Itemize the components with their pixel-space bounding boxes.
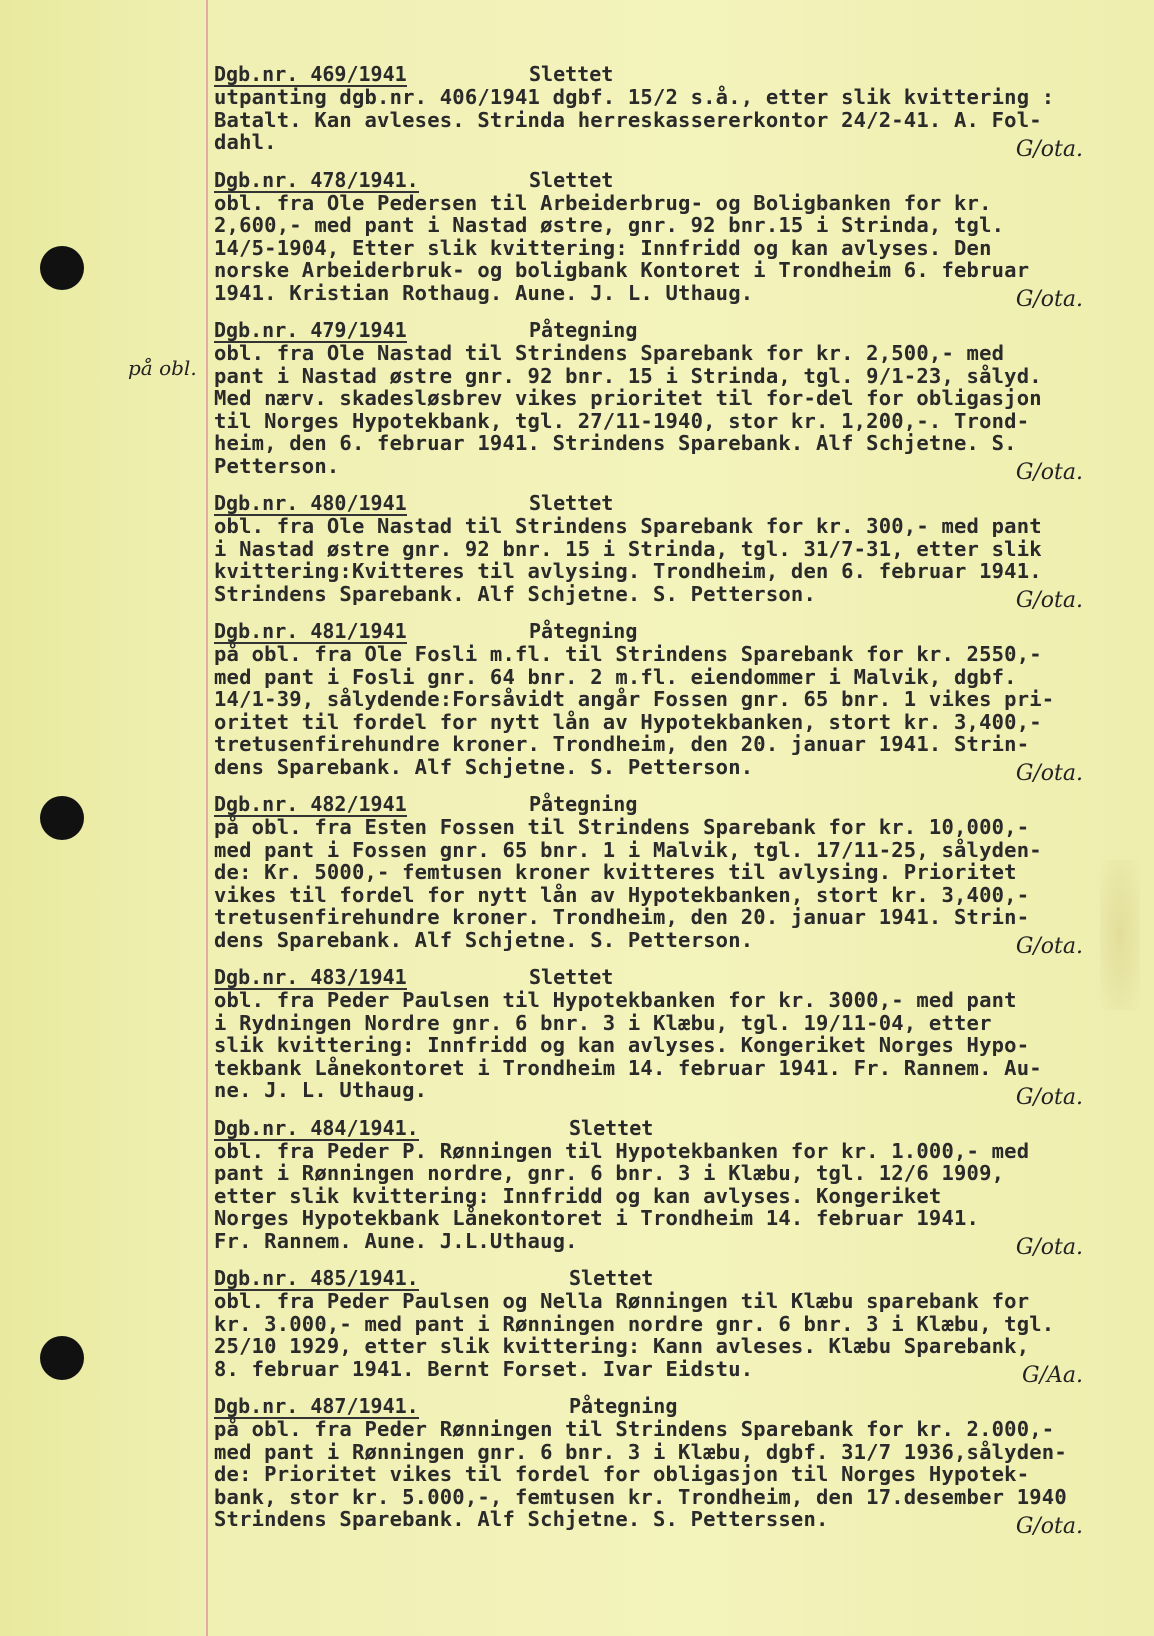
signature: G/ota. xyxy=(1015,460,1083,485)
entry-line: de: Prioritet vikes til fordel for obligasjon til Norges Hypotek- xyxy=(214,1462,1030,1486)
entries-list xyxy=(214,62,1119,1545)
entry-line: Fr. Rannem. Aune. J.L.Uthaug. xyxy=(214,1228,578,1253)
entry-header xyxy=(214,965,1119,989)
entry-line: kr. 3.000,- med pant i Rønningen nordre gnr. 6 bnr. 3 i Klæbu, tgl. xyxy=(214,1311,1055,1336)
margin-rule xyxy=(206,0,208,1636)
signature: G/ota. xyxy=(1015,1513,1083,1539)
ledger-entry xyxy=(214,491,1119,613)
entry-line: kvittering:Kvitteres til avlysing. Trondheim, den 6. februar 1941. xyxy=(214,559,1042,583)
entry-status: Påtegning xyxy=(529,619,638,643)
entry-line: dahl. xyxy=(214,130,277,154)
entry-line: Petterson. xyxy=(214,453,340,478)
entry-header xyxy=(214,491,1119,515)
entry-line: 1941. Kristian Rothaug. Aune. J. L. Uthaug. xyxy=(214,280,754,305)
ledger-entry xyxy=(214,619,1119,786)
entry-status: Slettet xyxy=(529,167,614,192)
entry-line: på obl. fra Ole Fosli m.fl. til Strindens Sparebank for kr. 2550,- xyxy=(214,642,1042,666)
entry-line: Strindens Sparebank. Alf Schjetne. S. Petterson. xyxy=(214,581,817,606)
ledger-entry xyxy=(214,1266,1119,1388)
entry-line: til Norges Hypotekbank, tgl. 27/11-1940, stor kr. 1,200,-. Trond- xyxy=(214,408,1030,433)
entry-line: 25/10 1929, etter slik kvittering: Kann avleses. Klæbu Sparebank, xyxy=(214,1334,1030,1358)
entry-line: obl. fra Peder Paulsen og Nella Rønningen til Klæbu sparebank for xyxy=(214,1289,1030,1313)
signature: G/ota. xyxy=(1015,1235,1083,1260)
entry-number: Dgb.nr. 481/1941 xyxy=(214,619,407,643)
signature: G/ota. xyxy=(1015,934,1083,959)
signature: G/Aa. xyxy=(1022,1363,1083,1388)
entry-number: Dgb.nr. 483/1941 xyxy=(214,965,407,989)
entry-line: etter slik kvittering: Innfridd og kan avlyses. Kongeriket xyxy=(214,1183,942,1208)
entry-line: 14/1-39, sålydende:Forsåvidt angår Fossen gnr. 65 bnr. 1 vikes pri- xyxy=(214,687,1055,711)
entry-line: pant i Nastad østre gnr. 92 bnr. 15 i Strinda, tgl. 9/1-23, sålyd. xyxy=(214,363,1042,388)
entry-header xyxy=(214,792,1119,816)
entry-line: dens Sparebank. Alf Schjetne. S. Petterson. xyxy=(214,754,754,779)
entry-line: oritet til fordel for nytt lån av Hypotekbanken, stort kr. 3,400,- xyxy=(214,709,1042,734)
signature: G/ota. xyxy=(1015,588,1083,613)
entry-line: de: Kr. 5000,- femtusen kroner kvitteres til avlysing. Prioritet xyxy=(214,860,1017,884)
entry-line: med pant i Fosli gnr. 64 bnr. 2 m.fl. eiendommer i Malvik, dgbf. xyxy=(214,664,1017,689)
entry-line: Med nærv. skadesløsbrev vikes prioritet til for-del for obligasjon xyxy=(214,386,1042,410)
signature: G/ota. xyxy=(1015,136,1083,162)
entry-line: på obl. fra Esten Fossen til Strindens Sparebank for kr. 10,000,- xyxy=(214,815,1030,839)
entry-line: dens Sparebank. Alf Schjetne. S. Petterson. xyxy=(214,927,754,952)
entry-line: bank, stor kr. 5.000,-, femtusen kr. Trondheim, den 17.desember 1940 xyxy=(214,1484,1067,1509)
entry-line: heim, den 6. februar 1941. Strindens Sparebank. Alf Schjetne. S. xyxy=(214,431,1017,455)
entry-line: obl. fra Peder Paulsen til Hypotekbanken for kr. 3000,- med pant xyxy=(214,988,1017,1012)
entry-line: Strindens Sparebank. Alf Schjetne. S. Petterssen. xyxy=(214,1507,829,1531)
entry-line: vikes til fordel for nytt lån av Hypotekbanken, stort kr. 3,400,- xyxy=(214,882,1030,907)
entry-line: norske Arbeiderbruk- og boligbank Kontoret i Trondheim 6. februar xyxy=(214,258,1030,282)
entry-status: Slettet xyxy=(529,965,614,989)
entry-status: Påtegning xyxy=(569,1394,678,1418)
entry-status: Slettet xyxy=(529,491,614,515)
signature: G/ota. xyxy=(1015,761,1083,786)
ledger-entry xyxy=(214,62,1119,162)
entry-header xyxy=(214,1266,1119,1290)
entry-status: Slettet xyxy=(569,1115,654,1140)
entry-line: i Nastad østre gnr. 92 bnr. 15 i Strinda, tgl. 31/7-31, etter slik xyxy=(214,536,1042,561)
ledger-entry xyxy=(214,318,1119,485)
entry-status: Påtegning xyxy=(529,792,638,816)
ledger-entry xyxy=(214,965,1119,1110)
punch-hole xyxy=(40,1336,84,1380)
entry-line: tretusenfirehundre kroner. Trondheim, den 20. januar 1941. Strin- xyxy=(214,732,1030,756)
punch-hole xyxy=(40,246,84,290)
entry-number: Dgb.nr. 479/1941 xyxy=(214,318,407,342)
entry-line: obl. fra Ole Nastad til Strindens Sparebank for kr. 2,500,- med xyxy=(214,341,1005,365)
entry-line: 14/5-1904, Etter slik kvittering: Innfridd og kan avlyses. Den xyxy=(214,235,992,260)
entry-status: Slettet xyxy=(529,62,614,86)
entry-line: 8. februar 1941. Bernt Forset. Ivar Eidstu. xyxy=(214,1356,754,1381)
entry-number: Dgb.nr. 478/1941. xyxy=(214,167,419,192)
entry-line: Batalt. Kan avleses. Strinda herreskassererkontor 24/2-41. A. Fol- xyxy=(214,107,1042,132)
entry-line: med pant i Rønningen gnr. 6 bnr. 3 i Klæbu, dgbf. 31/7 1936,sålyden- xyxy=(214,1439,1067,1464)
entry-header xyxy=(214,619,1119,643)
ledger-entry xyxy=(214,1115,1119,1260)
entry-line: i Rydningen Nordre gnr. 6 bnr. 3 i Klæbu, tgl. 19/11-04, etter xyxy=(214,1010,992,1035)
ledger-entry xyxy=(214,792,1119,959)
entry-number: Dgb.nr. 487/1941. xyxy=(214,1394,419,1418)
entry-header xyxy=(214,168,1119,192)
signature: G/ota. xyxy=(1015,1084,1083,1110)
entry-header xyxy=(214,62,1119,86)
entry-line: pant i Rønningen nordre, gnr. 6 bnr. 3 i Klæbu, tgl. 12/6 1909, xyxy=(214,1161,1005,1185)
entry-line: med pant i Fossen gnr. 65 bnr. 1 i Malvik, tgl. 17/11-25, sålyden- xyxy=(214,837,1042,862)
punch-hole xyxy=(40,796,84,840)
entry-line: 2,600,- med pant i Nastad østre, gnr. 92 bnr.15 i Strinda, tgl. xyxy=(214,213,1005,237)
entry-line: obl. fra Ole Nastad til Strindens Sparebank for kr. 300,- med pant xyxy=(214,514,1042,538)
entry-header xyxy=(214,318,1119,342)
entry-line: på obl. fra Peder Rønningen til Strindens Sparebank for kr. 2.000,- xyxy=(214,1417,1055,1441)
margin-note: på obl. xyxy=(128,356,197,380)
entry-line: obl. fra Peder P. Rønningen til Hypotekbanken for kr. 1.000,- med xyxy=(214,1138,1030,1163)
entry-status: Påtegning xyxy=(529,318,638,342)
entry-line: Norges Hypotekbank Lånekontoret i Trondheim 14. februar 1941. xyxy=(214,1206,980,1230)
entry-number: Dgb.nr. 480/1941 xyxy=(214,491,407,515)
entry-number: Dgb.nr. 469/1941 xyxy=(214,62,407,86)
signature: G/ota. xyxy=(1015,287,1083,312)
entry-number: Dgb.nr. 482/1941 xyxy=(214,792,407,816)
entry-line: slik kvittering: Innfridd og kan avlyses. Kongeriket Norges Hypo- xyxy=(214,1033,1030,1057)
ledger-entry xyxy=(214,167,1119,312)
entry-header xyxy=(214,1116,1119,1140)
ledger-entry xyxy=(214,1394,1119,1539)
entry-number: Dgb.nr. 485/1941. xyxy=(214,1266,419,1290)
entry-line: ne. J. L. Uthaug. xyxy=(214,1078,428,1102)
entry-line: utpanting dgb.nr. 406/1941 dgbf. 15/2 s.å., etter slik kvittering : xyxy=(214,85,1055,109)
entry-header xyxy=(214,1394,1119,1418)
entry-status: Slettet xyxy=(569,1266,654,1290)
entry-line: tekbank Lånekontoret i Trondheim 14. februar 1941. Fr. Rannem. Au- xyxy=(214,1055,1042,1080)
entry-line: obl. fra Ole Pedersen til Arbeiderbrug- og Boligbanken for kr. xyxy=(214,190,992,215)
entry-line: tretusenfirehundre kroner. Trondheim, den 20. januar 1941. Strin- xyxy=(214,905,1030,929)
entry-number: Dgb.nr. 484/1941. xyxy=(214,1115,419,1140)
